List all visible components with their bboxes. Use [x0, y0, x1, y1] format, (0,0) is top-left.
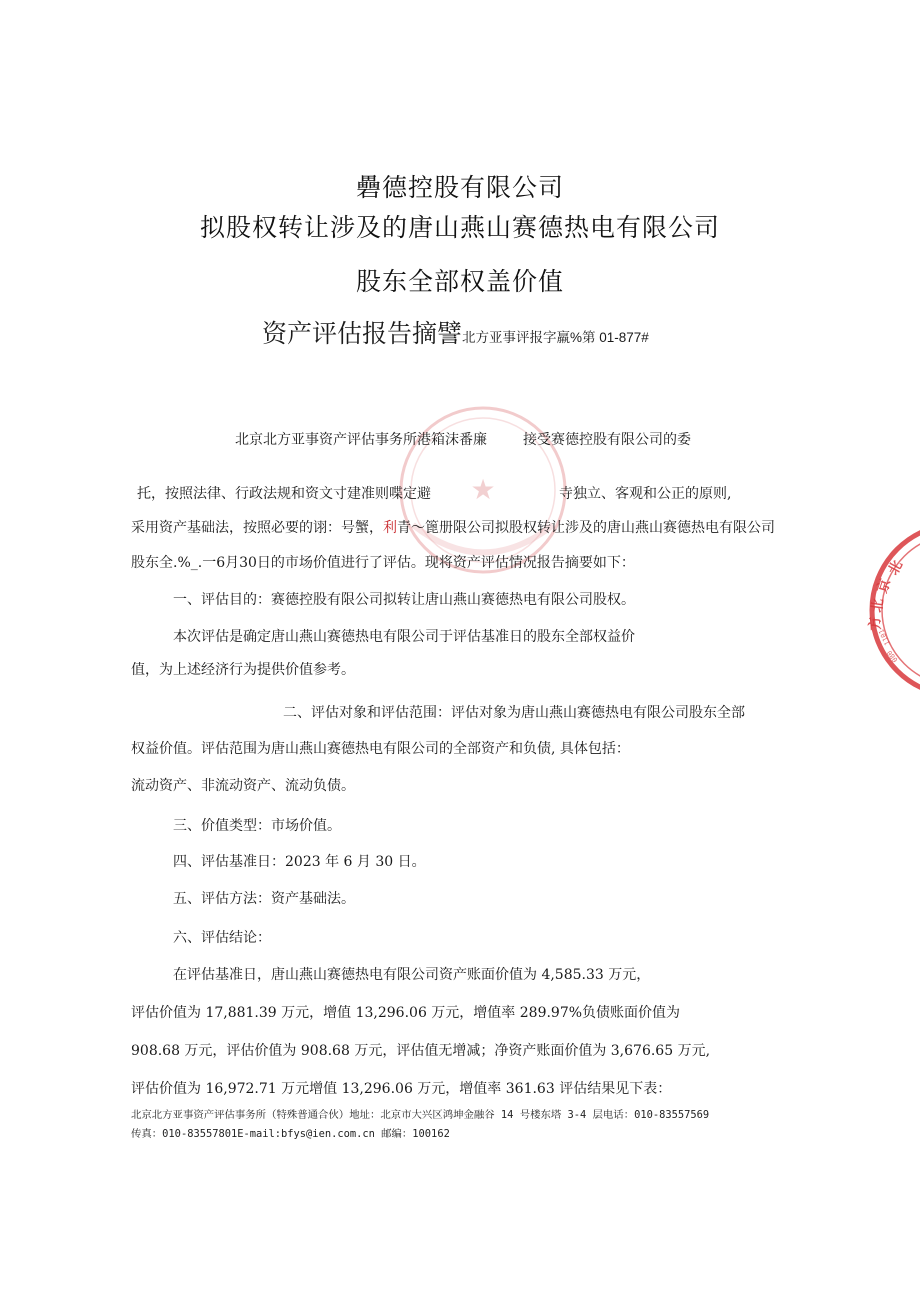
svg-text:1101: 1101 [877, 627, 892, 647]
section-2-line-3: 流动资产、非流动资产、流动负债。 [131, 778, 355, 794]
svg-text:北: 北 [885, 558, 907, 578]
svg-text:方: 方 [867, 615, 884, 631]
company-title: 礨德控股有限公司 [355, 173, 564, 202]
section-1-purpose: 一、评估目的：赛德控股有限公司拟转让唐山燕山赛德热电有限公司股权。 [173, 592, 635, 608]
section-3-value-type: 三、价值类型：市场价值。 [173, 818, 341, 834]
section-1-para-line-2: 值，为上述经济行为提供价值参考。 [131, 662, 355, 678]
section-2-line-1: 二、评估对象和评估范围：评估对象为唐山燕山赛德热电有限公司股东全部 [283, 705, 745, 721]
section-6-line-1: 在评估基准日，唐山燕山赛德热电有限公司资产账面价值为 4,585.33 万元， [173, 967, 651, 983]
report-title-line2: 拟股权转让涉及的唐山燕山赛德热电有限公司 [199, 213, 720, 242]
svg-text:★: ★ [470, 473, 496, 506]
report-number: 北方亚事评报字羸%第 01-877# [462, 330, 649, 345]
section-6-line-3: 908.68 万元，评估价值为 908.68 万元，评估值无增减；净资产账面价值为 3,676.65 万元, [131, 1043, 711, 1059]
report-summary-heading: 资产评估报告摘譬 [262, 319, 463, 348]
footer-address: 北京北方亚事资产评估事务所（特殊普通合伙）地址：北京市大兴区鸿坤金融谷 14 号楼东塔 3-4 层电话：010-83557569 [131, 1109, 710, 1121]
section-6-heading: 六、评估结论： [173, 930, 271, 946]
footer-contact: 传真：010-83557801E-mail:bfys@ien.com.cn 邮编：100162 [131, 1128, 450, 1140]
red-seal-stamp [848, 520, 920, 700]
intro-line-4: 股东全.%_.一6月30日的市场价值进行了评估。现将资产评估情况报告摘要如下： [131, 555, 635, 571]
report-title-line4 [262, 314, 649, 350]
intro-line-3: 采用资产基础法，按照必要的诩：号蟹，利青～篦册限公司拟股权转让涉及的唐山燕山赛德热电有限公司 [131, 520, 775, 536]
intro-line-2: 托，按照法律、行政法规和资文寸建准则喋定避 寺独立、客观和公正的原则, [137, 486, 732, 502]
svg-text:080: 080 [885, 648, 900, 664]
section-1-para-line-1: 本次评估是确定唐山燕山赛德热电有限公司于评估基准日的股东全部权益价 [173, 629, 635, 645]
svg-text:京: 京 [874, 576, 895, 596]
section-6-line-4: 评估价值为 16,972.71 万元增值 13,296.06 万元，增值率 361.63 评估结果见下表： [131, 1081, 672, 1097]
section-6-line-2: 评估价值为 17,881.39 万元，增值 13,296.06 万元，增值率 289.97%负债账面价值为 [131, 1005, 681, 1021]
section-4-base-date: 四、评估基准日：2023 年 6 月 30 日。 [173, 854, 426, 870]
report-title-line3: 股东全部权盖价值 [355, 267, 564, 296]
section-5-method: 五、评估方法：资产基础法。 [173, 891, 355, 907]
svg-text:北: 北 [869, 597, 887, 614]
section-2-line-2: 权益价值。评估范围为唐山燕山赛德热电有限公司的全部资产和负债, 具体包括： [131, 741, 630, 757]
intro-line-1: 北京北方亚事资产评估事务所港箱沫番廉 接受赛德控股有限公司的委 [235, 432, 691, 448]
